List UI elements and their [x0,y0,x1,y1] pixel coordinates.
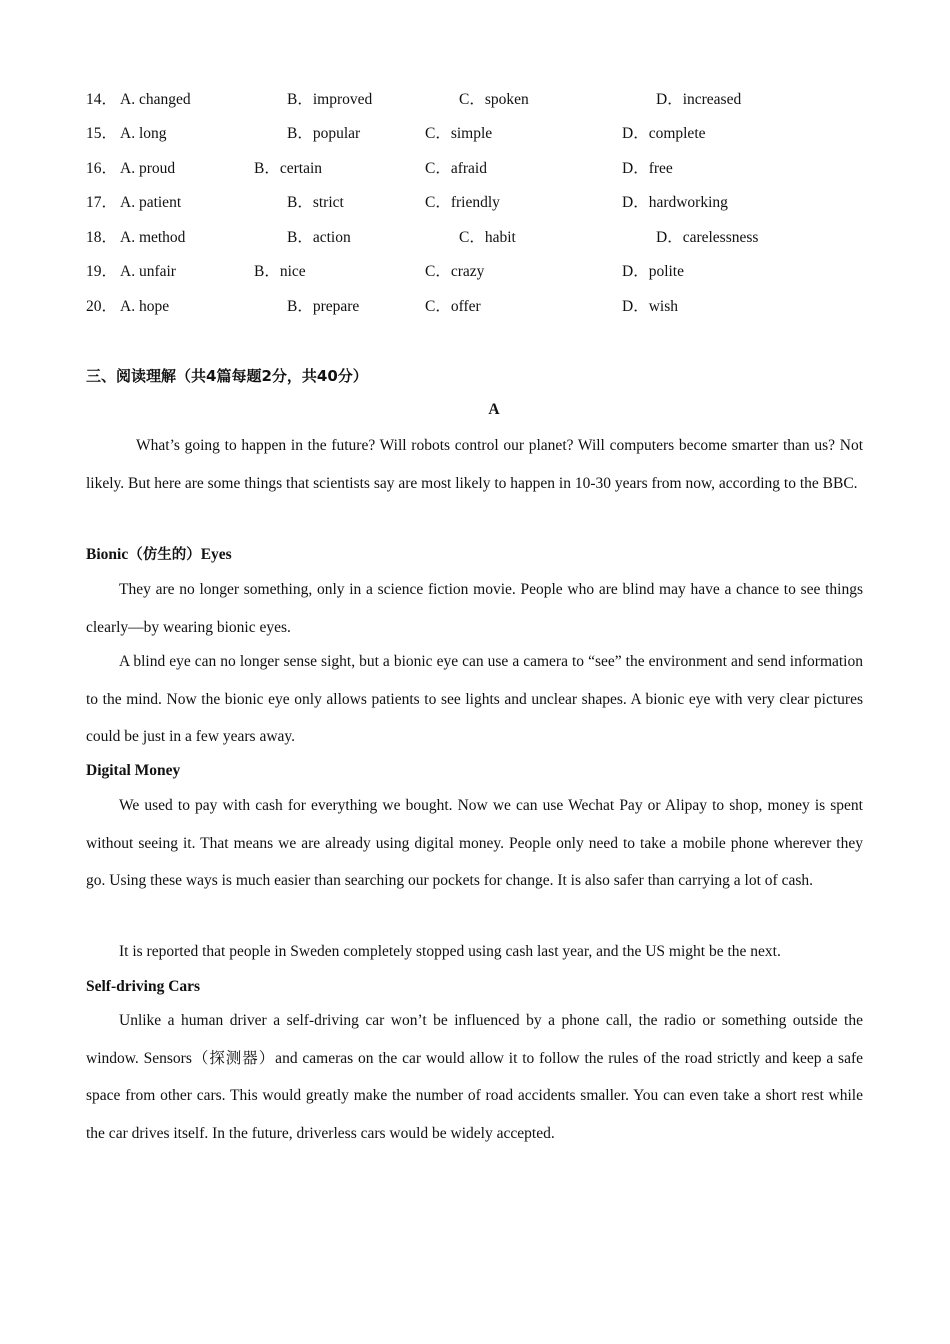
option-b: B．popular [287,125,361,142]
option-d: D．free [622,160,673,177]
passage-intro: What’s going to happen in the future? Will robots control our planet? Will computers become smarter than us? Not likely. But here are some things that scientists say are most likely to happen in 10-30 years from now, according to the BBC. [86,437,863,492]
paragraph-money-2: It is reported that people in Sweden completely stopped using cash last year, and the US might be the next. [119,943,781,960]
question-number: 20． [86,298,118,315]
question-number: 16． [86,160,118,177]
option-d: D．carelessness [656,229,759,246]
option-a: A. long [120,125,167,142]
option-c: C．afraid [425,160,487,177]
option-b: B．prepare [287,298,360,315]
option-c: C．offer [425,298,481,315]
option-d: D．polite [622,263,684,280]
subheading-bionic-eyes [86,544,232,566]
subheading-gloss: （仿生的） [128,547,201,563]
option-a: A. unfair [120,263,176,280]
option-d: D．wish [622,298,678,315]
passage-label: A [488,401,500,418]
option-b: B．nice [254,263,306,280]
option-a: A. hope [120,298,170,315]
option-a: A. method [120,229,186,246]
subheading-self-driving-cars: Self-driving Cars [86,978,201,995]
question-number: 15． [86,125,118,142]
paragraph-cars-1: Unlike a human driver a self-driving car won’t be influenced by a phone call, the radio or something outside the window. Sensors（探测器）and cameras on the car would allow it to follow the rules of the road strictly and keep a safe space from other cars. This would greatly make the number of road accidents smaller. You can even take a short rest while the car drives itself. In the future, driverless cars would be widely accepted. [86,1012,863,1142]
paragraph-bionic-1: They are no longer something, only in a science fiction movie. People who are blind may have a chance to see things clearly—by wearing bionic eyes. [86,581,863,636]
option-a: A. changed [120,91,191,108]
question-number: 19． [86,263,118,280]
option-d: D．increased [656,91,742,108]
option-b: B．strict [287,194,344,211]
option-b: B．action [287,229,351,246]
option-a: A. proud [120,160,176,177]
paragraph-bionic-2: A blind eye can no longer sense sight, but a bionic eye can use a camera to “see” the environment and send information to the mind. Now the bionic eye only allows patients to see lights and unclear shapes. A bionic eye with very clear pictures could be just in a few years away. [86,653,863,745]
subheading-digital-money: Digital Money [86,762,181,779]
option-b: B．certain [254,160,323,177]
subheading-text: Bionic [86,546,129,563]
section-heading: 三、阅读理解（共4篇每题2分，共40分） [86,367,368,385]
option-c: C．friendly [425,194,500,211]
question-number: 14． [86,91,118,108]
option-b: B．improved [287,91,373,108]
option-c: C．habit [459,229,516,246]
question-number: 17． [86,194,118,211]
subheading-text: Eyes [200,546,232,563]
question-number: 18． [86,229,118,246]
option-c: C．simple [425,125,493,142]
paragraph-money-1: We used to pay with cash for everything we bought. Now we can use Wechat Pay or Alipay to shop, money is spent without seeing it. That means we are already using digital money. People only need to take a mobile phone wherever they go. Using these ways is much easier than searching our pockets for change. It is also safer than carrying a lot of cash. [86,797,863,889]
option-a: A. patient [120,194,182,211]
option-c: C．crazy [425,263,485,280]
option-c: C．spoken [459,91,529,108]
option-d: D．hardworking [622,194,728,211]
option-d: D．complete [622,125,706,142]
